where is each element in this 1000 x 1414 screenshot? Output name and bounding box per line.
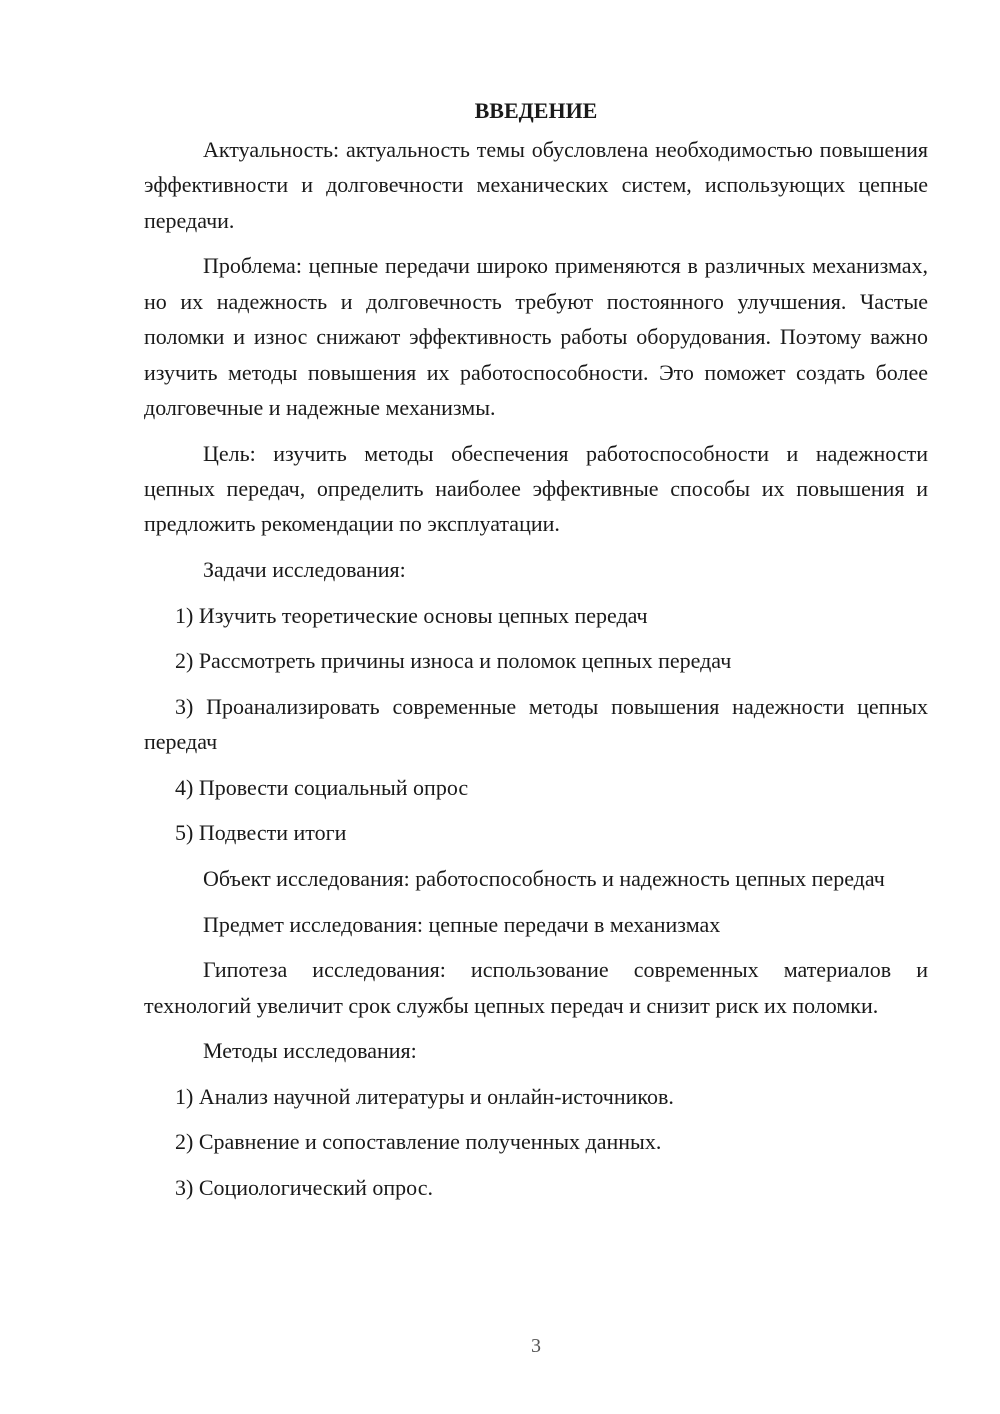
list-item-task-1: 1) Изучить теоретические основы цепных передач — [175, 602, 648, 628]
list-item-method-3: 3) Социологический опрос. — [175, 1174, 433, 1200]
list-item-task-5: 5) Подвести итоги — [175, 820, 347, 846]
list-item-method-1: 1) Анализ научной литературы и онлайн-источников. — [175, 1083, 674, 1109]
paragraph-hypothesis: Гипотеза исследования: использование современных материалов и технологий увеличит срок службы цепных передач и снизит риск их поломки. — [144, 957, 928, 1018]
paragraph-methods-heading: Методы исследования: — [203, 1038, 417, 1064]
list-item-method-2: 2) Сравнение и сопоставление полученных данных. — [175, 1129, 662, 1155]
section-heading: ВВЕДЕНИЕ — [474, 98, 598, 123]
paragraph-tasks-heading: Задачи исследования: — [203, 557, 406, 583]
paragraph-object: Объект исследования: работоспособность и надежность цепных передач — [203, 866, 885, 891]
list-item-task-4: 4) Провести социальный опрос — [175, 774, 469, 800]
paragraph-problem: Проблема: цепные передачи широко применяются в различных механизмах, но их надежность и долговечность требуют постоянного улучшения. Частые поломки и износ снижают эффективность работы оборудования. Поэтому важно изучить методы повышения их работоспособности. Это поможет создать более долговечные и надежные механизмы. — [144, 253, 928, 421]
page-number: 3 — [531, 1335, 541, 1357]
paragraph-goal: Цель: изучить методы обеспечения работоспособности и надежности цепных передач, определить наиболее эффективные способы их повышения и предложить рекомендации по эксплуатации. — [144, 440, 928, 537]
list-item-task-2: 2) Рассмотреть причины износа и поломок цепных передач — [175, 648, 732, 674]
page-content — [144, 96, 928, 1216]
paragraph-subject: Предмет исследования: цепные передачи в механизмах — [203, 911, 721, 937]
paragraph-relevance: Актуальность: актуальность темы обусловлена необходимостью повышения эффективности и долговечности механических систем, использующих цепные передачи. — [144, 137, 928, 233]
list-item-task-3: 3) Проанализировать современные методы повышения надежности цепных передач — [144, 693, 928, 755]
